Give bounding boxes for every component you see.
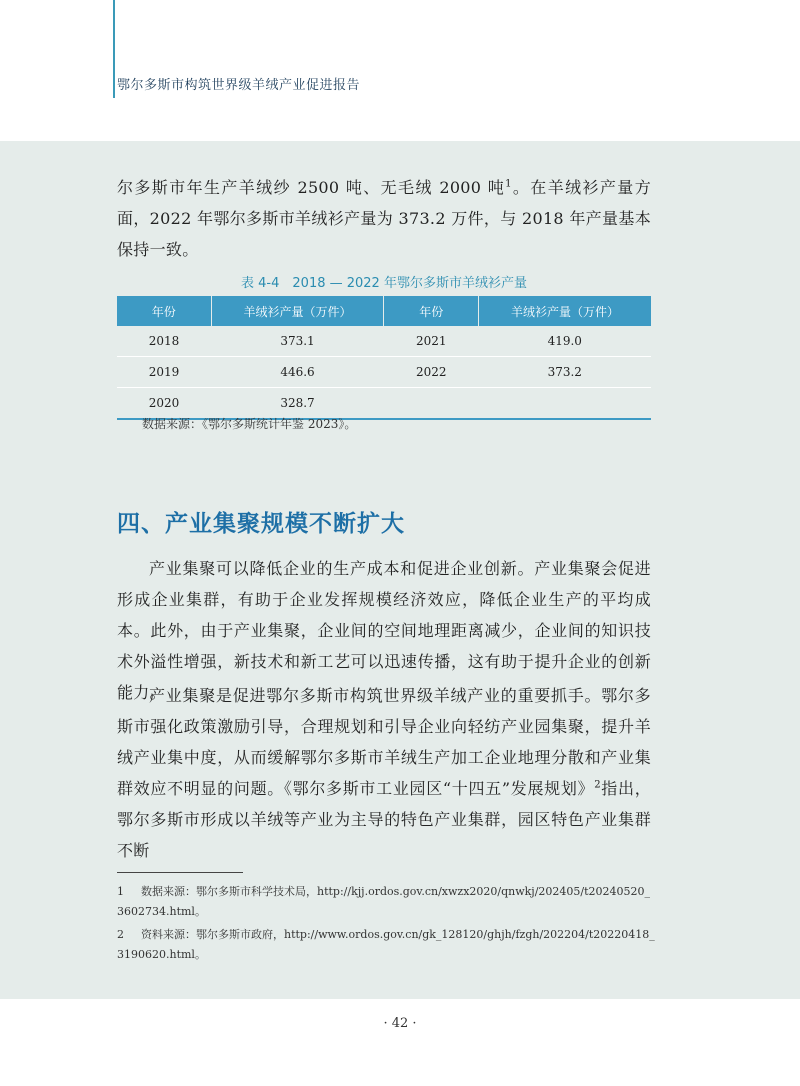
running-header-title: 鄂尔多斯市构筑世界级羊绒产业促进报告 — [117, 78, 361, 93]
footnote-text[interactable]: 资料来源：鄂尔多斯市政府，http://www.ordos.gov.cn/gk_128120/ghjh/fzgh/202204/t20220418_3190620.html。 — [117, 928, 655, 961]
cell-year — [384, 388, 479, 420]
cell-year: 2021 — [384, 326, 479, 357]
cell-output: 373.1 — [211, 326, 384, 357]
cell-output: 446.6 — [211, 357, 384, 388]
body-paragraph-1: 产业集聚可以降低企业的生产成本和促进企业创新。产业集聚会促进形成企业集群，有助于企业发挥规模经济效应，降低企业生产的平均成本。此外，由于产业集聚，企业间的空间地理距离减少，企业间的知识技术外溢性增强，新技术和新工艺可以迅速传播，这有助于提升企业的创新能力。 — [117, 559, 651, 702]
cell-year: 2020 — [117, 388, 211, 420]
header-accent-line — [113, 0, 115, 98]
cell-output — [479, 388, 652, 420]
cell-year: 2022 — [384, 357, 479, 388]
intro-text-a: 尔多斯市年生产羊绒纱 2500 吨、无毛绒 2000 吨 — [117, 178, 506, 197]
body-paragraph-2 — [117, 680, 651, 866]
cell-output: 419.0 — [479, 326, 652, 357]
header-year-2: 年份 — [384, 296, 479, 326]
cell-output: 373.2 — [479, 357, 652, 388]
intro-paragraph — [117, 172, 651, 265]
cell-output: 328.7 — [211, 388, 384, 420]
table-row — [117, 326, 651, 357]
production-table — [117, 296, 651, 420]
table-source-note: 数据来源：《鄂尔多斯统计年鉴 2023》。 — [142, 417, 357, 431]
section-heading: 四、产业集聚规模不断扩大 — [117, 511, 405, 537]
footnote-2 — [117, 925, 657, 965]
cell-year: 2019 — [117, 357, 211, 388]
cell-year: 2018 — [117, 326, 211, 357]
table-row — [117, 357, 651, 388]
table-caption: 表 4-4 2018 — 2022 年鄂尔多斯市羊绒衫产量 — [241, 276, 527, 291]
header-output-2: 羊绒衫产量（万件） — [479, 296, 652, 326]
footnote-ref-1[interactable]: 1 — [505, 178, 512, 190]
footnote-number: 2 — [117, 928, 124, 941]
header-output-1: 羊绒衫产量（万件） — [211, 296, 384, 326]
footnote-divider — [117, 872, 243, 873]
header-year-1: 年份 — [117, 296, 211, 326]
footnote-1 — [117, 882, 657, 922]
footnote-ref-2[interactable]: 2 — [594, 779, 601, 791]
footnote-number: 1 — [117, 885, 124, 898]
page-number: · 42 · — [383, 1016, 417, 1031]
intro-text-b: 。在羊绒衫产量方面，2022 年鄂尔多斯市羊绒衫产量为 373.2 万件，与 2018 年产量基本保持一致。 — [117, 178, 651, 259]
para2-text-a: 产业集聚是促进鄂尔多斯市构筑世界级羊绒产业的重要抓手。鄂尔多斯市强化政策激励引导，合理规划和引导企业向轻纺产业园集聚，提升羊绒产业集中度，从而缓解鄂尔多斯市羊绒生产加工企业地理分散和产业集群效应不明显的问题。《鄂尔多斯市工业园区“十四五”发展规划》 — [117, 686, 651, 798]
table-header-row — [117, 296, 651, 326]
footnote-text[interactable]: 数据来源：鄂尔多斯市科学技术局，http://kjj.ordos.gov.cn/xwzx2020/qnwkj/202405/t20240520_3602734.html。 — [117, 885, 651, 918]
para2-text-b: 指出，鄂尔多斯市形成以羊绒等产业为主导的特色产业集群，园区特色产业集群不断 — [117, 779, 651, 860]
